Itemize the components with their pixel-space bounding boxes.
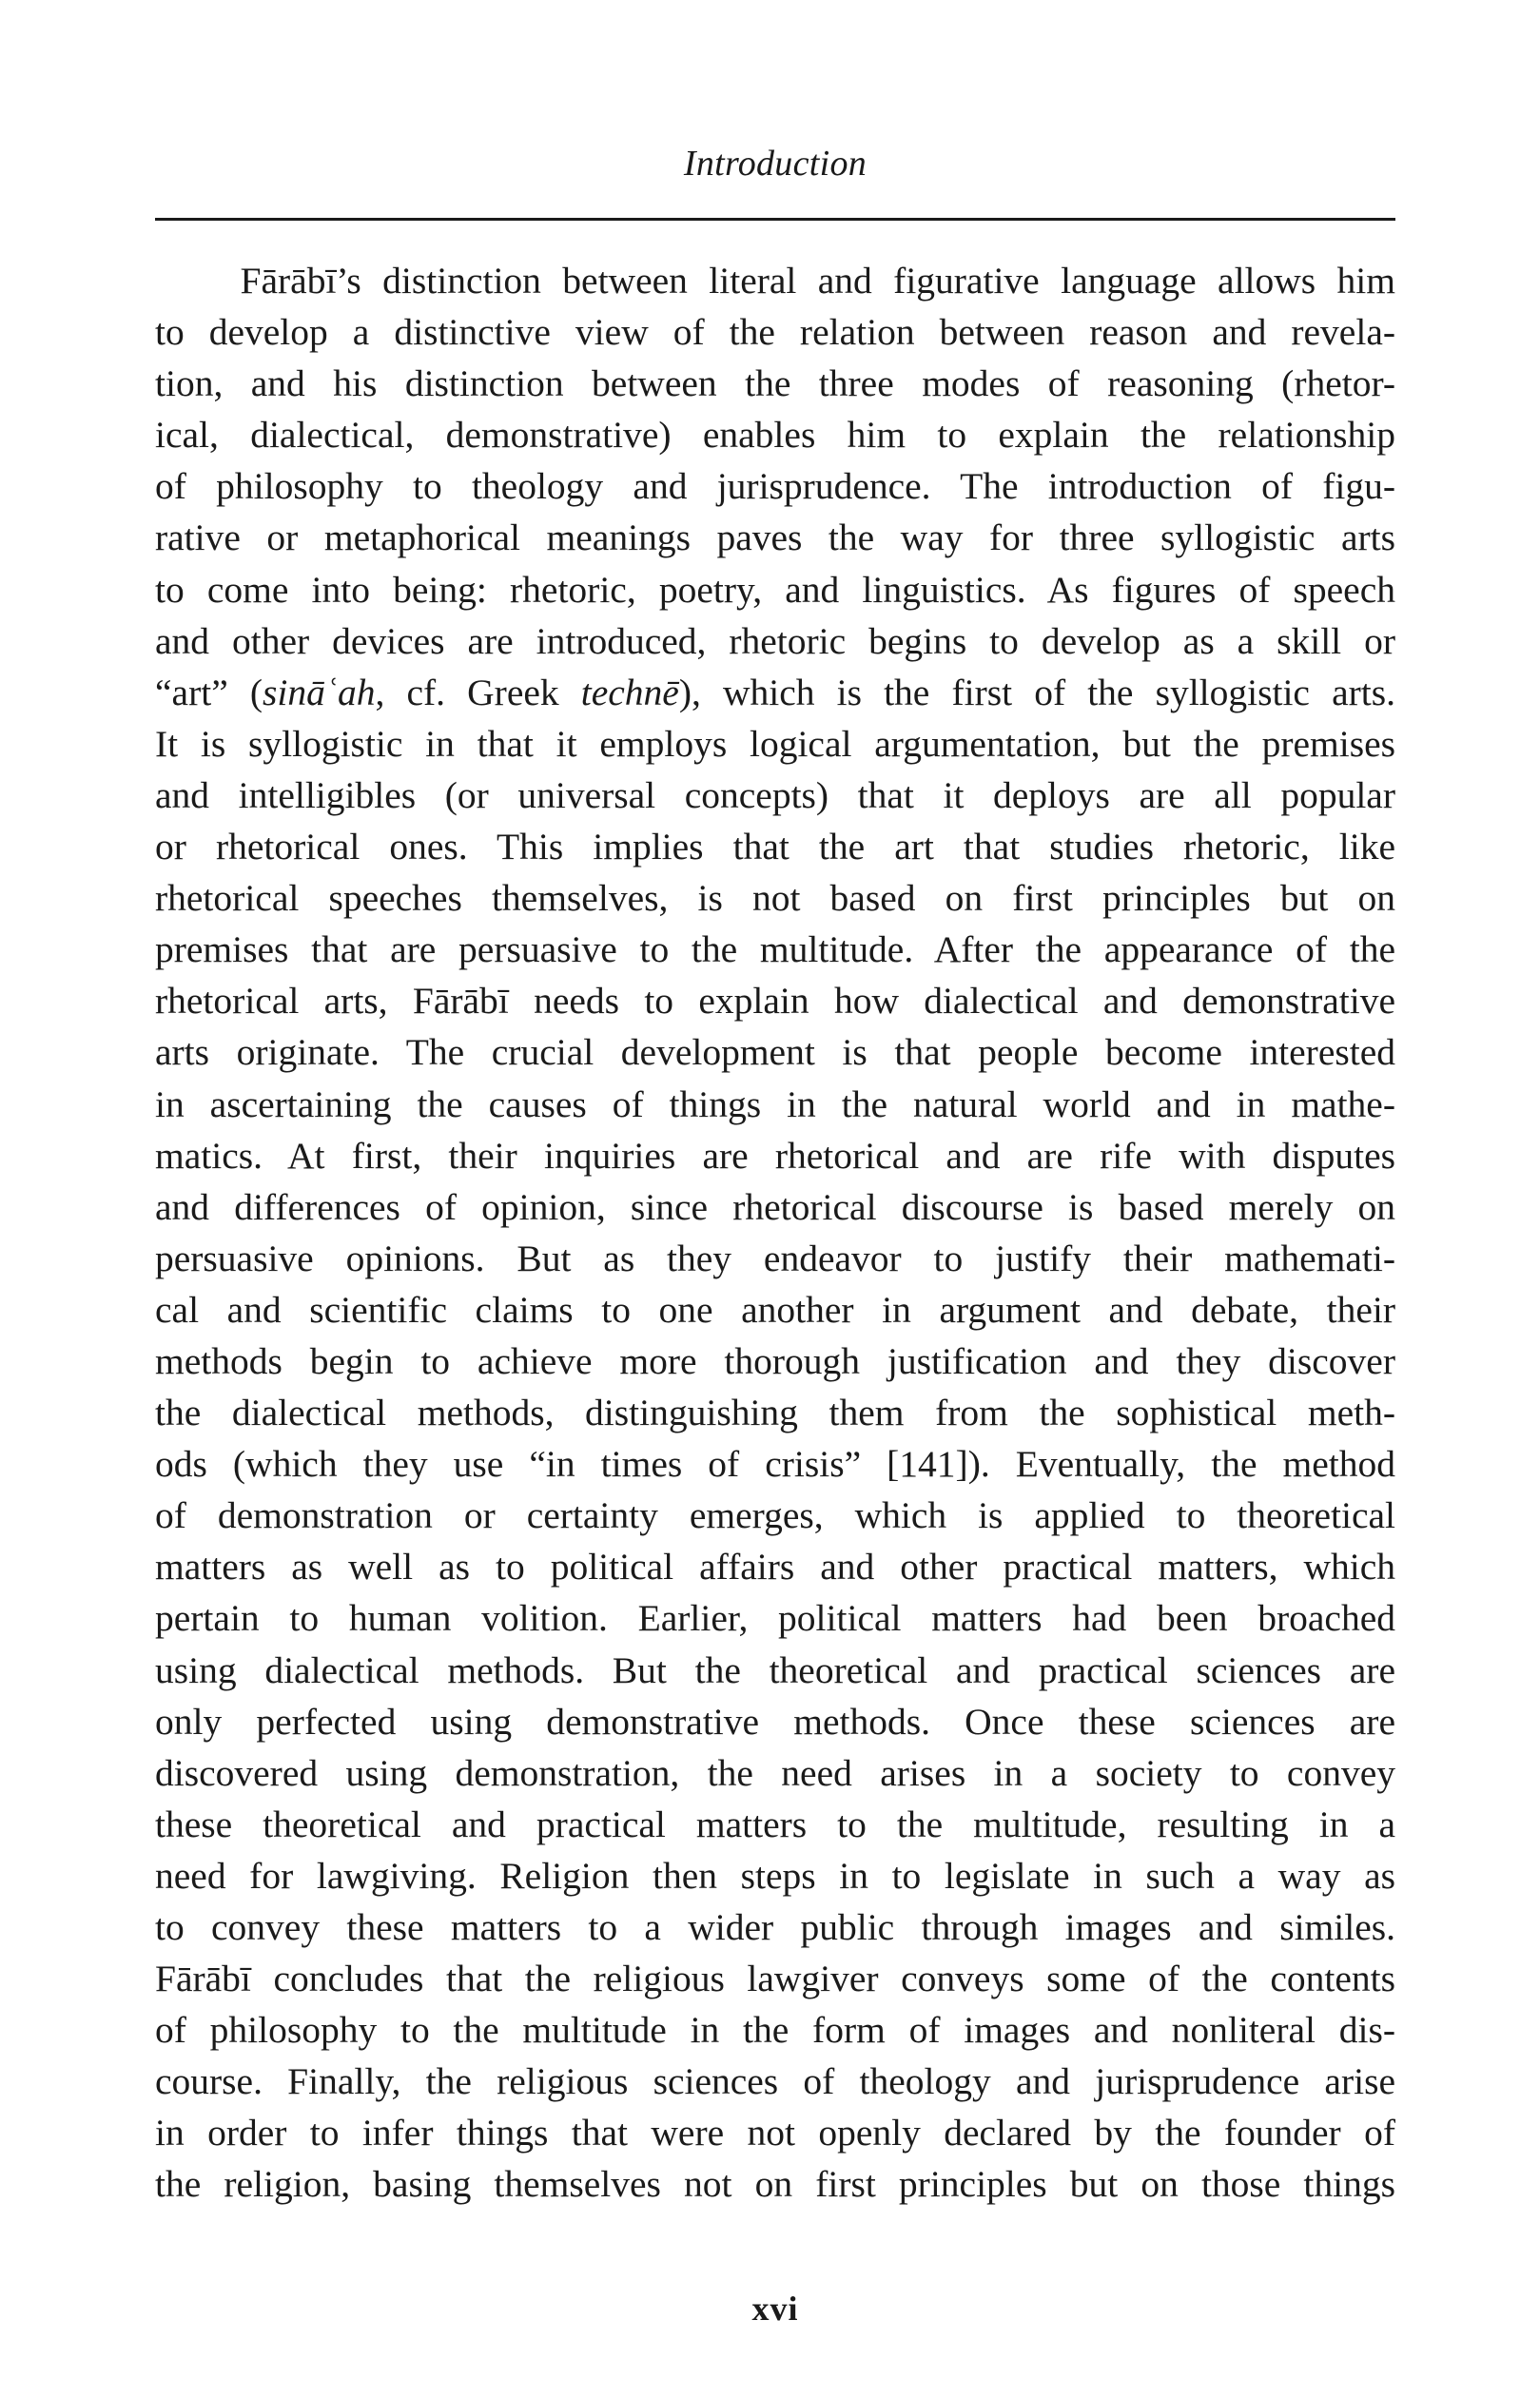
text-line: matters as well as to political affairs and other practical matters, which bbox=[155, 1546, 1395, 1589]
text-line: tion, and his distinction between the three modes of reasoning (rhetor- bbox=[155, 362, 1395, 405]
text-line: of demonstration or certainty emerges, which is applied to theoretical bbox=[155, 1494, 1395, 1537]
text-line: premises that are persuasive to the multitude. After the appearance of the bbox=[155, 928, 1395, 971]
text-line: these theoretical and practical matters to the multitude, resulting in a bbox=[155, 1803, 1395, 1845]
text-line: cal and scientific claims to one another in argument and debate, their bbox=[155, 1288, 1395, 1331]
text-line: the religion, basing themselves not on first principles but on those things bbox=[155, 2163, 1395, 2206]
text-line: arts originate. The crucial development is that people become interested bbox=[155, 1031, 1395, 1074]
text-line: in order to infer things that were not openly declared by the founder of bbox=[155, 2112, 1395, 2154]
text-line: the dialectical methods, distinguishing them from the sophistical meth- bbox=[155, 1392, 1395, 1434]
text-line: and differences of opinion, since rhetorical discourse is based merely on bbox=[155, 1185, 1395, 1228]
text-line: or rhetorical ones. This implies that the art that studies rhetoric, like bbox=[155, 826, 1395, 868]
text-line: ods (which they use “in times of crisis” [141]). Eventually, the method bbox=[155, 1443, 1395, 1486]
text-line: and intelligibles (or universal concepts) that it deploys are all popular bbox=[155, 773, 1395, 816]
text-line: ical, dialectical, demonstrative) enables him to explain the relationship bbox=[155, 414, 1395, 457]
text-line: rhetorical speeches themselves, is not based on first principles but on bbox=[155, 877, 1395, 920]
text-line: of philosophy to the multitude in the form of images and nonliteral dis- bbox=[155, 2009, 1395, 2052]
text-line: in ascertaining the causes of things in the natural world and in mathe- bbox=[155, 1082, 1395, 1125]
text-line: to convey these matters to a wider public through images and similes. bbox=[155, 1906, 1395, 1948]
text-line: “art” (sināʿah, cf. Greek technē), which is the first of the syllogistic arts. bbox=[155, 671, 1395, 713]
text-line: course. Finally, the religious sciences of theology and jurisprudence arise bbox=[155, 2060, 1395, 2103]
text-line: need for lawgiving. Religion then steps in to legislate in such a way as bbox=[155, 1854, 1395, 1897]
text-line: only perfected using demonstrative methods. Once these sciences are bbox=[155, 1700, 1395, 1743]
text-line: methods begin to achieve more thorough justification and they discover bbox=[155, 1339, 1395, 1382]
text-line: rhetorical arts, Fārābī needs to explain how dialectical and demonstrative bbox=[155, 980, 1395, 1023]
running-head: Introduction bbox=[683, 144, 867, 184]
text-line: rative or metaphorical meanings paves the way for three syllogistic arts bbox=[155, 517, 1395, 559]
body-paragraph bbox=[155, 255, 1395, 2211]
text-line: using dialectical methods. But the theoretical and practical sciences are bbox=[155, 1648, 1395, 1691]
header-rule bbox=[155, 218, 1395, 221]
text-line: matics. At first, their inquiries are rhetorical and are rife with disputes bbox=[155, 1134, 1395, 1177]
text-line: to come into being: rhetoric, poetry, and linguistics. As figures of speech bbox=[155, 568, 1395, 611]
text-line: of philosophy to theology and jurisprudence. The introduction of figu- bbox=[155, 465, 1395, 508]
page-number: xvi bbox=[751, 2290, 799, 2328]
text-line: It is syllogistic in that it employs logical argumentation, but the premises bbox=[155, 722, 1395, 765]
text-line: and other devices are introduced, rhetoric begins to develop as a skill or bbox=[155, 619, 1395, 662]
text-line: pertain to human volition. Earlier, political matters had been broached bbox=[155, 1597, 1395, 1640]
text-line: discovered using demonstration, the need arises in a society to convey bbox=[155, 1751, 1395, 1794]
text-line: persuasive opinions. But as they endeavor to justify their mathemati- bbox=[155, 1237, 1395, 1279]
text-line: Fārābī’s distinction between literal and figurative language allows him bbox=[155, 260, 1395, 302]
text-line: to develop a distinctive view of the relation between reason and revela- bbox=[155, 311, 1395, 354]
text-line: Fārābī concludes that the religious lawgiver conveys some of the contents bbox=[155, 1958, 1395, 2000]
